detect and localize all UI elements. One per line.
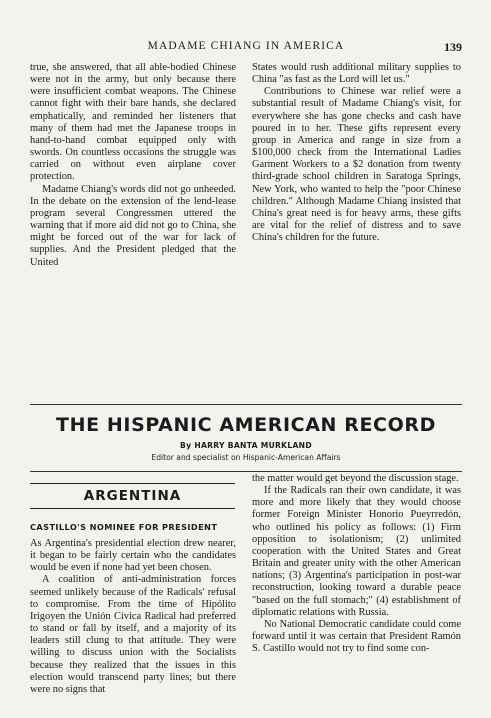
paragraph: As Argentina's presidential election drew nearer, it began to be fairly certain who the candidates would be even if none had yet been chosen. — [30, 538, 236, 574]
section-title: THE HISPANIC AMERICAN RECORD — [56, 414, 436, 436]
paragraph: If the Radicals ran their own candidate, it was more and more likely that they would choose former Foreign Minister Honorio Pueyrredón, who outlined his policy as follows: (1) Firm opposition to isolationism; (2) unlimited cooperation with the United States and Great Britain and greater unity with the other American nations; (3) Argentina's participation in post-war reconstruction, looking toward a durable peace "based on the full stomach;" (4) establishment of diplomatic relations with Russia. — [252, 485, 461, 618]
argentina-column-right — [252, 473, 461, 655]
argentina-column-left — [30, 538, 236, 696]
paragraph: Contributions to Chinese war relief were a substantial result of Madame Chiang's visit, for everywhere she has gone checks and cash have poured in to her. These gifts represent every group in America and range in size from a $100,000 check from the International Ladies Garment Workers to a $2 donation from twenty third-grade school children in Saratoga Springs, New York, who wanted to help the "poor Chinese children." Although Madame Chiang insisted that China's great need is for heavy arms, these gifts are vital for the relief of distress and to save China's children for the future. — [252, 86, 461, 244]
page-number: 139 — [444, 40, 462, 54]
paragraph: the matter would get beyond the discussion stage. — [252, 473, 459, 484]
paragraph: No National Democratic candidate could come forward until it was certain that President Ramón S. Castillo would not try to find some con- — [252, 618, 461, 655]
section-editor-line: Editor and specialist on Hispanic-American Affairs — [151, 453, 341, 462]
country-heading: ARGENTINA — [30, 483, 235, 509]
section-divider-top — [30, 404, 462, 405]
running-head — [30, 40, 462, 54]
paragraph: true, she answered, that all able-bodied Chinese were not in the army, but only because there were insufficient combat weapons. The Chinese cannot fight with their bare hands, she declared emphatically, and reminded her listeners that many of them had met the Japanese troops in hand-to-hand combat equipped only with swords. On countless occasions the struggle was carried on without even airplane cover protection. — [30, 62, 236, 183]
paragraph: A coalition of anti-administration forces seemed unlikely because of the Radicals' refusal to compromise. From the time of Hipólito Irigoyen the Unión Cívica Radical had preferred to stand or fall by itself, and a majority of its leaders still clung to that attitude. They were willing to discuss union with the Socialists because they realized that the issues in this election would transcend party lines; but there were no signs that — [30, 574, 236, 695]
paragraph: States would rush additional military supplies to China "as fast as the Lord will let us." — [252, 62, 461, 86]
article-column-left — [30, 62, 236, 269]
paragraph: Madame Chiang's words did not go unheeded. In the debate on the extension of the lend-lease program several Congressmen uttered the warning that if more aid did not go to China, she might be forced out of the war for lack of supplies. And the President pledged that the United — [30, 183, 236, 268]
story-subhead: CASTILLO'S NOMINEE FOR PRESIDENT — [30, 522, 218, 532]
section-divider-bottom — [30, 471, 462, 472]
section-byline: By HARRY BANTA MURKLAND — [180, 441, 312, 450]
running-head-title: MADAME CHIANG IN AMERICA — [147, 40, 345, 52]
article-column-right — [252, 62, 461, 244]
